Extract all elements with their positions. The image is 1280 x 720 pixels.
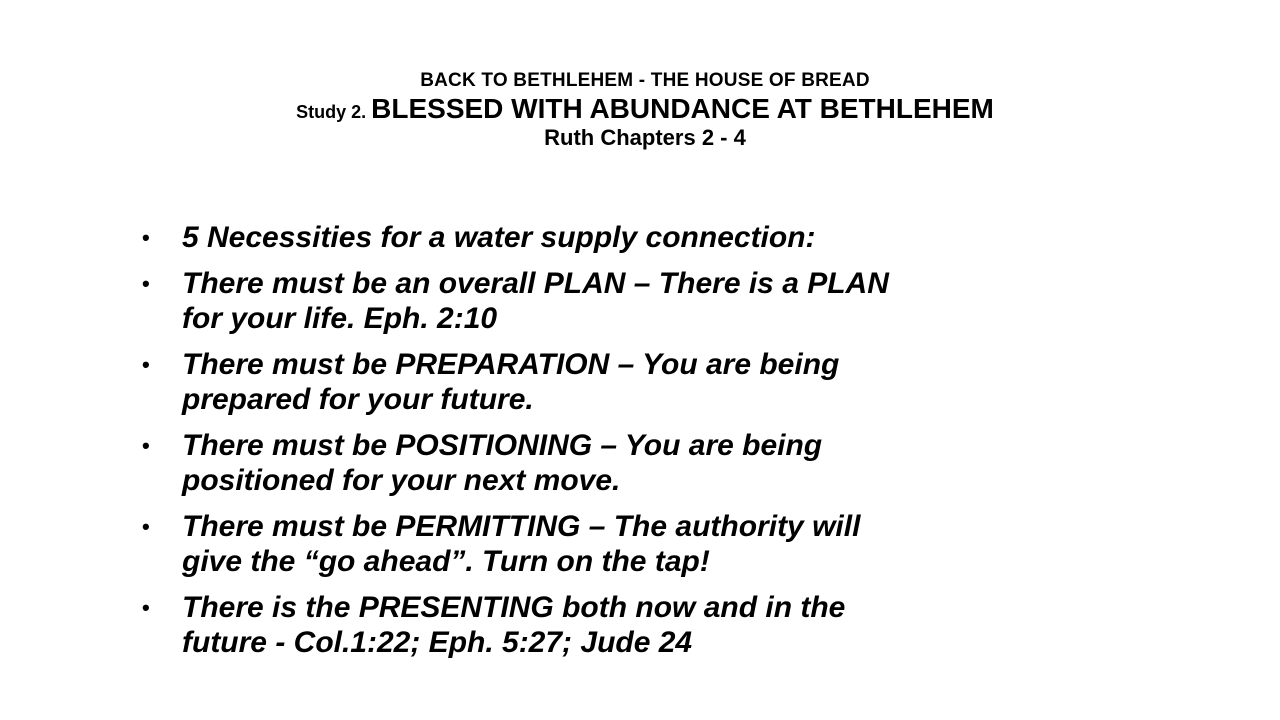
study-number: Study 2.: [296, 102, 372, 123]
bullet-item: [142, 347, 1062, 417]
bullet-item: [142, 590, 1062, 660]
bullet-text: There must be POSITIONING – You are being: [182, 429, 823, 462]
bullet-dot-icon: •: [142, 271, 150, 296]
series-title: BACK TO BETHLEHEM - THE HOUSE OF BREAD: [420, 70, 870, 91]
bullet-text: There must be an overall PLAN – There is a PLAN: [182, 267, 889, 300]
bullet-item: [142, 509, 1062, 579]
bullet-text-continued: positioned for your next move.: [182, 464, 621, 497]
bullet-text-continued: future - Col.1:22; Eph. 5:27; Jude 24: [182, 626, 693, 659]
study-title: [0, 92, 1280, 125]
study-heading: BLESSED WITH ABUNDANCE AT BETHLEHEM: [371, 93, 994, 125]
bullet-dot-icon: •: [142, 433, 150, 458]
bullet-text-continued: give the “go ahead”. Turn on the tap!: [182, 545, 710, 578]
bullet-list: [142, 220, 1062, 671]
bullet-text: There must be PREPARATION – You are being: [182, 348, 840, 381]
bullet-text: There is the PRESENTING both now and in the: [182, 591, 846, 624]
bullet-text: There must be PERMITTING – The authority will: [182, 510, 861, 543]
scripture-reference: Ruth Chapters 2 - 4: [544, 125, 746, 151]
bullet-item: [142, 266, 1062, 336]
bullet-item: [142, 428, 1062, 498]
bullet-dot-icon: •: [142, 225, 150, 250]
bullet-text-continued: for your life. Eph. 2:10: [182, 302, 498, 335]
bullet-item: [142, 220, 1062, 255]
bullet-text-continued: prepared for your future.: [182, 383, 534, 416]
slide-title: [0, 70, 1280, 151]
bullet-dot-icon: •: [142, 595, 150, 620]
bullet-dot-icon: •: [142, 352, 150, 377]
bullet-dot-icon: •: [142, 514, 150, 539]
bullet-text: 5 Necessities for a water supply connection:: [182, 221, 816, 254]
